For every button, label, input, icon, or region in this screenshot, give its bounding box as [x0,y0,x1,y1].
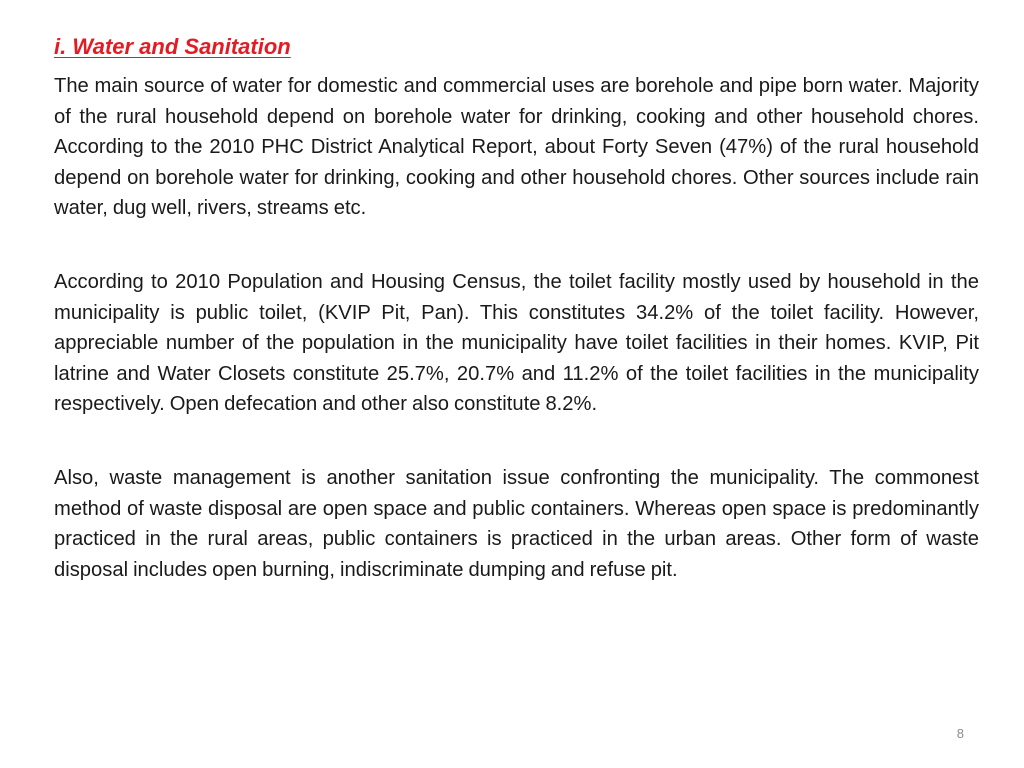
page-number: 8 [956,726,964,741]
section-heading: i. Water and Sanitation [54,34,291,59]
paragraph-water-sources: The main source of water for domestic and commercial uses are borehole and pipe born water. Majority of the rural household depend on borehole water for drinking, cooking and other household chores. According to the 2010 PHC District Analytical Report, about Forty Seven (47%) of the rural household depend on borehole water for drinking, cooking and other household chores. Other sources include rain water, dug well, rivers, streams etc. [54,75,979,220]
paragraph-toilet-facilities: According to 2010 Population and Housing Census, the toilet facility mostly used by household in the municipality is public toilet, (KVIP Pit, Pan). This constitutes 34.2% of the toilet facility. However, appreciable number of the population in the municipality have toilet facilities in their homes. KVIP, Pit latrine and Water Closets constitute 25.7%, 20.7% and 11.2% of the toilet facilities in the municipality respectively. Open defecation and other also constitute 8.2%. [54,270,979,416]
slide-body [54,71,979,585]
paragraph-waste-management: Also, waste management is another sanitation issue confronting the municipality. The commonest method of waste disposal are open space and public containers. Whereas open space is predominantly practiced in the rural areas, public containers is practiced in the urban areas. Other form of waste disposal includes open burning, indiscriminate dumping and refuse pit. [54,466,979,581]
